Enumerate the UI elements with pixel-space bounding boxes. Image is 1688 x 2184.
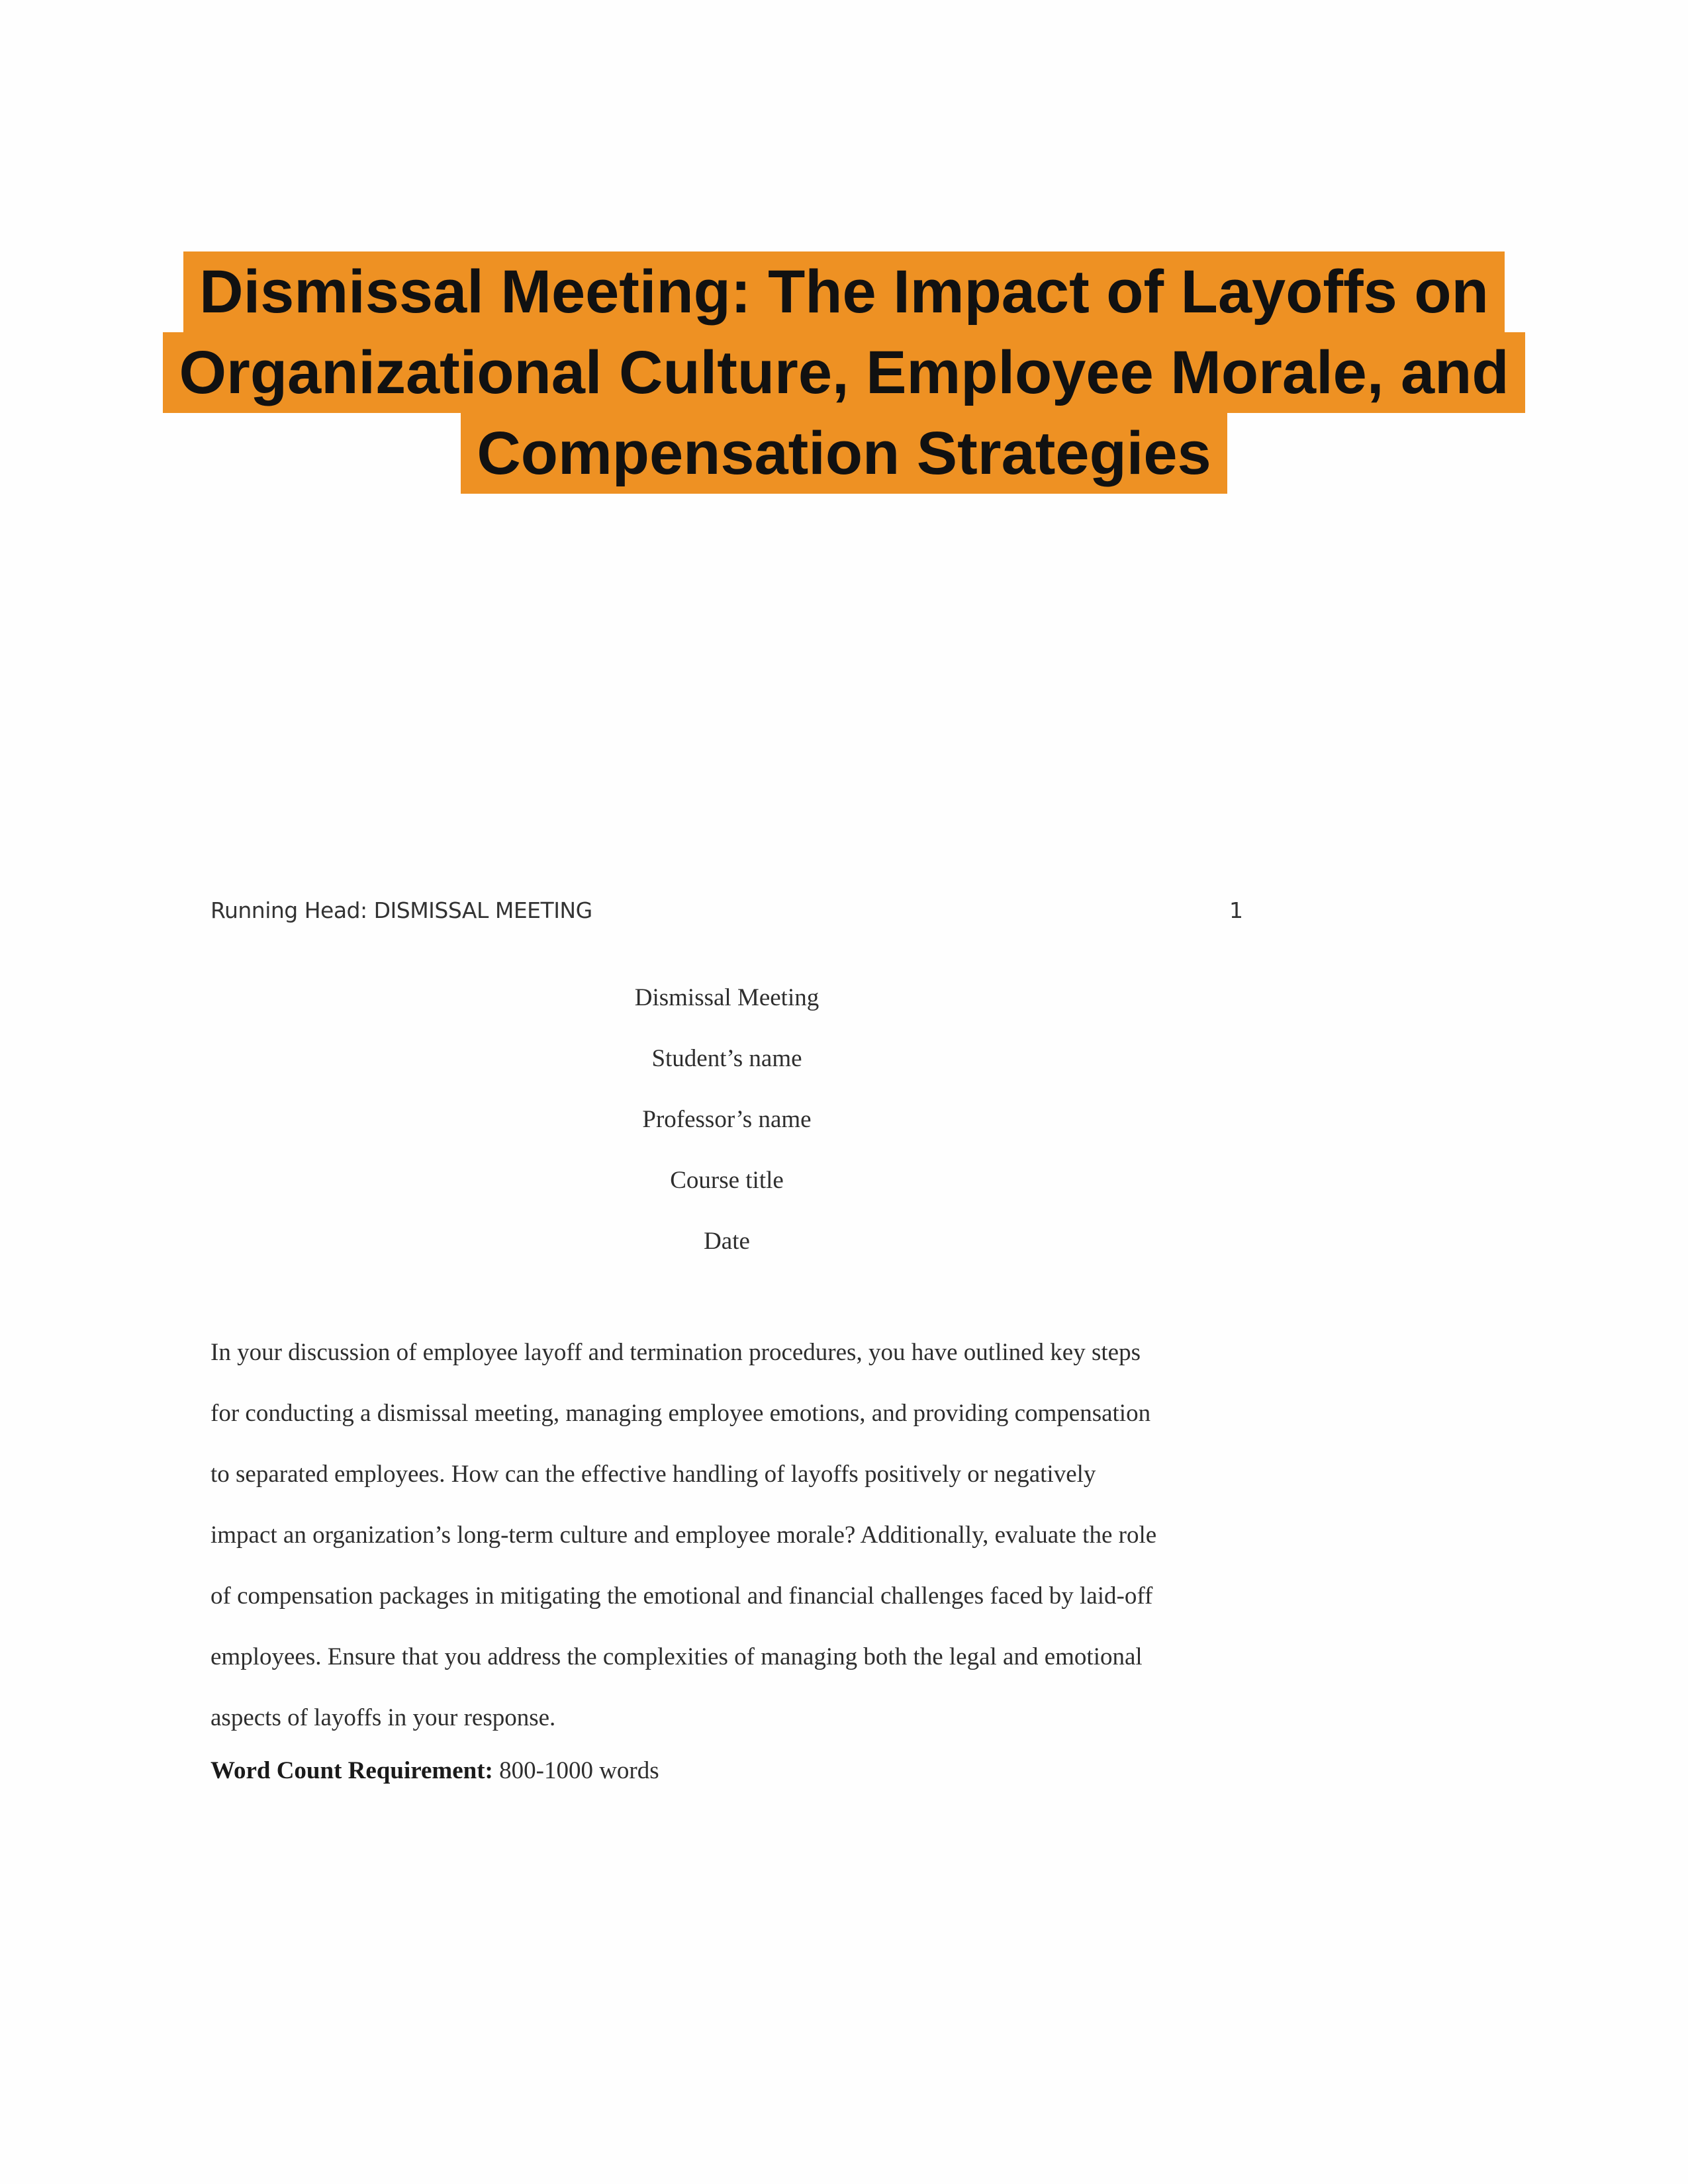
professor-name: Professor’s name (642, 1106, 812, 1133)
prompt-line: impact an organization’s long-term culture and employee morale? Additionally, evaluate the role (211, 1522, 1157, 1549)
prompt-line: to separated employees. How can the effective handling of layoffs positively or negatively (211, 1461, 1096, 1488)
prompt-line: of compensation packages in mitigating the emotional and financial challenges faced by laid-off (211, 1582, 1153, 1610)
prompt-line: employees. Ensure that you address the complexities of managing both the legal and emotional (211, 1643, 1143, 1670)
word-count-label: Word Count Requirement: (211, 1757, 493, 1784)
cover-info (211, 968, 1243, 1272)
prompt-line: In your discussion of employee layoff and termination procedures, you have outlined key steps (211, 1339, 1141, 1366)
running-head: Running Head: DISMISSAL MEETING (211, 897, 592, 923)
prompt-line: for conducting a dismissal meeting, managing employee emotions, and providing compensation (211, 1400, 1151, 1427)
date: Date (704, 1228, 750, 1255)
page-number: 1 (1229, 897, 1243, 923)
document-preview-page (211, 880, 1243, 1833)
word-count-requirement (211, 1741, 659, 1801)
student-name: Student’s name (651, 1045, 802, 1072)
prompt-line: aspects of layoffs in your response. (211, 1704, 556, 1731)
course-title: Course title (670, 1167, 784, 1194)
prompt-paragraph (211, 1322, 1243, 1749)
word-count-value: 800-1000 words (492, 1757, 659, 1784)
title-line-2: Organizational Culture, Employee Morale, and (163, 332, 1524, 413)
title-line-3: Compensation Strategies (461, 413, 1227, 494)
title-line-1: Dismissal Meeting: The Impact of Layoffs on (183, 251, 1505, 332)
cover-title: Dismissal Meeting (634, 984, 820, 1011)
document-title (0, 251, 1688, 494)
